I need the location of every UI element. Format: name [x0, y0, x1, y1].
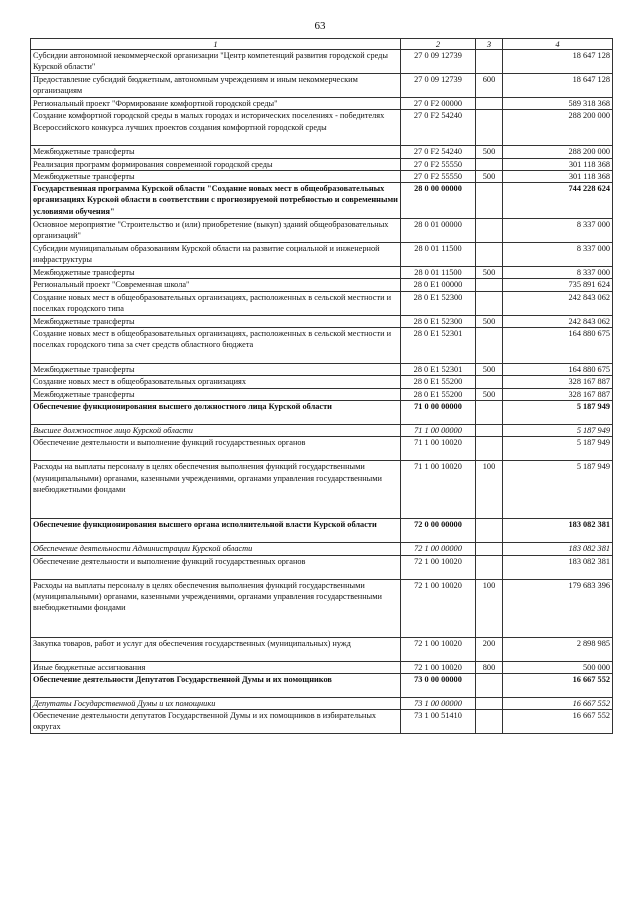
row-code-cell: 27 0 F2 54240	[401, 110, 476, 146]
row-vr-cell	[476, 158, 503, 170]
table-row	[31, 661, 613, 673]
table-header-row	[31, 39, 613, 50]
row-code-cell: 72 1 00 10020	[401, 555, 476, 579]
row-vr-cell: 500	[476, 267, 503, 279]
table-row	[31, 146, 613, 158]
row-vr-cell: 500	[476, 315, 503, 327]
row-code-cell: 28 0 E1 52300	[401, 291, 476, 315]
row-vr-cell	[476, 98, 503, 110]
row-sum-cell: 5 187 949	[503, 400, 613, 424]
row-sum-cell: 8 337 000	[503, 267, 613, 279]
table-row	[31, 376, 613, 388]
row-code-cell: 27 0 F2 00000	[401, 98, 476, 110]
row-name-cell: Обеспечение деятельности Депутатов Государственной Думы и их помощников	[31, 673, 401, 697]
row-sum-cell: 301 118 368	[503, 158, 613, 170]
table-row	[31, 243, 613, 267]
row-vr-cell	[476, 673, 503, 697]
row-name-cell: Создание новых мест в общеобразовательных организациях, расположенных в сельской местности и поселках городского типа	[31, 291, 401, 315]
page-number: 63	[314, 20, 326, 32]
row-sum-cell: 328 167 887	[503, 376, 613, 388]
table-row	[31, 98, 613, 110]
row-vr-cell	[476, 543, 503, 555]
row-name-cell: Обеспечение деятельности и выполнение функций государственных органов	[31, 555, 401, 579]
row-name-cell: Создание комфортной городской среды в малых городах и исторических поселениях - победителях Всероссийского конкурса лучших проектов создания комфортной городской среды	[31, 110, 401, 146]
row-vr-cell	[476, 110, 503, 146]
row-code-cell: 73 1 00 00000	[401, 697, 476, 709]
row-vr-cell	[476, 710, 503, 734]
row-sum-cell: 5 187 949	[503, 461, 613, 519]
table-row	[31, 328, 613, 364]
row-sum-cell: 500 000	[503, 661, 613, 673]
row-name-cell: Депутаты Государственной Думы и их помощники	[31, 697, 401, 709]
row-name-cell: Региональный проект "Формирование комфортной городской среды"	[31, 98, 401, 110]
row-code-cell: 71 0 00 00000	[401, 400, 476, 424]
row-vr-cell	[476, 400, 503, 424]
row-vr-cell: 500	[476, 146, 503, 158]
column-header-3: 3	[476, 39, 503, 50]
row-sum-cell: 288 200 000	[503, 110, 613, 146]
table-row	[31, 673, 613, 697]
row-code-cell: 28 0 01 00000	[401, 219, 476, 243]
row-sum-cell: 589 318 368	[503, 98, 613, 110]
row-sum-cell: 8 337 000	[503, 219, 613, 243]
row-name-cell: Закупка товаров, работ и услуг для обеспечения государственных (муниципальных) нужд	[31, 637, 401, 661]
table-row	[31, 400, 613, 424]
row-name-cell: Расходы на выплаты персоналу в целях обеспечения выполнения функций государственными (муниципальными) органами, казенными учреждениями, органами управления государственными внебюджетными фондами	[31, 579, 401, 637]
row-code-cell: 73 0 00 00000	[401, 673, 476, 697]
row-name-cell: Высшее должностное лицо Курской области	[31, 424, 401, 436]
row-sum-cell: 5 187 949	[503, 437, 613, 461]
row-sum-cell: 183 082 381	[503, 543, 613, 555]
row-name-cell: Расходы на выплаты персоналу в целях обеспечения выполнения функций государственными (муниципальными) органами, казенными учреждениями, органами управления государственными внебюджетными фондами	[31, 461, 401, 519]
table-row	[31, 219, 613, 243]
row-name-cell: Создание новых мест в общеобразовательных организациях, расположенных в сельской местности и поселках городского типа за счет средств областного бюджета	[31, 328, 401, 364]
row-code-cell: 28 0 E1 52301	[401, 328, 476, 364]
table-row	[31, 388, 613, 400]
table-row	[31, 183, 613, 219]
row-vr-cell: 600	[476, 74, 503, 98]
row-name-cell: Субсидии муниципальным образованиям Курской области на развитие социальной и инженерной инфраструктуры	[31, 243, 401, 267]
row-vr-cell: 500	[476, 388, 503, 400]
row-name-cell: Обеспечение деятельности депутатов Государственной Думы и их помощников в избирательных округах	[31, 710, 401, 734]
row-vr-cell	[476, 279, 503, 291]
row-sum-cell: 164 880 675	[503, 328, 613, 364]
row-code-cell: 28 0 E1 55200	[401, 388, 476, 400]
row-vr-cell	[476, 555, 503, 579]
row-code-cell: 71 1 00 00000	[401, 424, 476, 436]
row-vr-cell	[476, 437, 503, 461]
table-row	[31, 437, 613, 461]
row-code-cell: 27 0 F2 55550	[401, 170, 476, 182]
row-vr-cell: 500	[476, 170, 503, 182]
row-code-cell: 27 0 F2 55550	[401, 158, 476, 170]
row-code-cell: 27 0 F2 54240	[401, 146, 476, 158]
row-code-cell: 73 1 00 51410	[401, 710, 476, 734]
row-code-cell: 72 0 00 00000	[401, 519, 476, 543]
table-row	[31, 170, 613, 182]
row-code-cell: 28 0 E1 52301	[401, 364, 476, 376]
row-sum-cell: 735 891 624	[503, 279, 613, 291]
row-code-cell: 71 1 00 10020	[401, 437, 476, 461]
row-sum-cell: 242 843 062	[503, 291, 613, 315]
table-row	[31, 50, 613, 74]
row-name-cell: Иные бюджетные ассигнования	[31, 661, 401, 673]
row-sum-cell: 18 647 128	[503, 74, 613, 98]
column-header-4: 4	[503, 39, 613, 50]
table-row	[31, 579, 613, 637]
row-code-cell: 28 0 00 00000	[401, 183, 476, 219]
table-row	[31, 267, 613, 279]
table-row	[31, 279, 613, 291]
table-row	[31, 158, 613, 170]
table-row	[31, 519, 613, 543]
row-code-cell: 71 1 00 10020	[401, 461, 476, 519]
row-sum-cell: 242 843 062	[503, 315, 613, 327]
row-code-cell: 28 0 E1 52300	[401, 315, 476, 327]
row-sum-cell: 164 880 675	[503, 364, 613, 376]
row-vr-cell: 500	[476, 364, 503, 376]
row-name-cell: Обеспечение функционирования высшего органа исполнительной власти Курской области	[31, 519, 401, 543]
row-sum-cell: 183 082 381	[503, 519, 613, 543]
row-sum-cell: 288 200 000	[503, 146, 613, 158]
row-vr-cell	[476, 183, 503, 219]
table-row	[31, 315, 613, 327]
row-name-cell: Обеспечение деятельности Администрации Курской области	[31, 543, 401, 555]
row-sum-cell: 179 683 396	[503, 579, 613, 637]
row-sum-cell: 8 337 000	[503, 243, 613, 267]
row-vr-cell	[476, 219, 503, 243]
row-name-cell: Предоставление субсидий бюджетным, автономным учреждениям и иным некоммерческим организациям	[31, 74, 401, 98]
table-row	[31, 291, 613, 315]
table-row	[31, 555, 613, 579]
row-vr-cell	[476, 291, 503, 315]
row-name-cell: Обеспечение деятельности и выполнение функций государственных органов	[31, 437, 401, 461]
row-code-cell: 28 0 E1 55200	[401, 376, 476, 388]
row-vr-cell	[476, 519, 503, 543]
row-sum-cell: 183 082 381	[503, 555, 613, 579]
table-row	[31, 364, 613, 376]
row-sum-cell: 16 667 552	[503, 697, 613, 709]
row-code-cell: 27 0 09 12739	[401, 50, 476, 74]
row-vr-cell	[476, 376, 503, 388]
table-row	[31, 461, 613, 519]
row-name-cell: Обеспечение функционирования высшего должностного лица Курской области	[31, 400, 401, 424]
row-name-cell: Создание новых мест в общеобразовательных организациях	[31, 376, 401, 388]
row-sum-cell: 301 118 368	[503, 170, 613, 182]
row-code-cell: 72 1 00 10020	[401, 661, 476, 673]
column-header-2: 2	[401, 39, 476, 50]
row-code-cell: 72 1 00 10020	[401, 579, 476, 637]
row-name-cell: Межбюджетные трансферты	[31, 388, 401, 400]
row-code-cell: 72 1 00 10020	[401, 637, 476, 661]
table-row	[31, 543, 613, 555]
table-body	[31, 39, 613, 734]
table-row	[31, 637, 613, 661]
row-name-cell: Основное мероприятие "Строительство и (или) приобретение (выкуп) зданий общеобразовательных организаций"	[31, 219, 401, 243]
row-code-cell: 28 0 E1 00000	[401, 279, 476, 291]
row-code-cell: 27 0 09 12739	[401, 74, 476, 98]
row-name-cell: Государственная программа Курской области "Создание новых мест в общеобразовательных организациях Курской области в соответствии с прогнозируемой потребностью и современными условиями обучения"	[31, 183, 401, 219]
row-name-cell: Межбюджетные трансферты	[31, 146, 401, 158]
table-row	[31, 74, 613, 98]
row-name-cell: Межбюджетные трансферты	[31, 364, 401, 376]
row-vr-cell: 100	[476, 461, 503, 519]
row-vr-cell	[476, 424, 503, 436]
row-code-cell: 72 1 00 00000	[401, 543, 476, 555]
row-sum-cell: 16 667 552	[503, 710, 613, 734]
row-vr-cell	[476, 697, 503, 709]
row-sum-cell: 16 667 552	[503, 673, 613, 697]
row-vr-cell: 100	[476, 579, 503, 637]
row-code-cell: 28 0 01 11500	[401, 267, 476, 279]
row-vr-cell: 200	[476, 637, 503, 661]
row-vr-cell	[476, 50, 503, 74]
row-sum-cell: 744 228 624	[503, 183, 613, 219]
row-name-cell: Реализация программ формирования современной городской среды	[31, 158, 401, 170]
row-vr-cell	[476, 328, 503, 364]
row-sum-cell: 5 187 949	[503, 424, 613, 436]
table-row	[31, 710, 613, 734]
row-vr-cell: 800	[476, 661, 503, 673]
row-name-cell: Межбюджетные трансферты	[31, 170, 401, 182]
table-row	[31, 110, 613, 146]
row-sum-cell: 328 167 887	[503, 388, 613, 400]
row-name-cell: Субсидии автономной некоммерческой организации "Центр компетенций развития городской среды Курской области"	[31, 50, 401, 74]
row-sum-cell: 2 898 985	[503, 637, 613, 661]
table-row	[31, 424, 613, 436]
table-row	[31, 697, 613, 709]
row-name-cell: Межбюджетные трансферты	[31, 267, 401, 279]
row-sum-cell: 18 647 128	[503, 50, 613, 74]
row-name-cell: Региональный проект "Современная школа"	[31, 279, 401, 291]
row-code-cell: 28 0 01 11500	[401, 243, 476, 267]
budget-table	[30, 38, 613, 734]
row-vr-cell	[476, 243, 503, 267]
column-header-1: 1	[31, 39, 401, 50]
row-name-cell: Межбюджетные трансферты	[31, 315, 401, 327]
